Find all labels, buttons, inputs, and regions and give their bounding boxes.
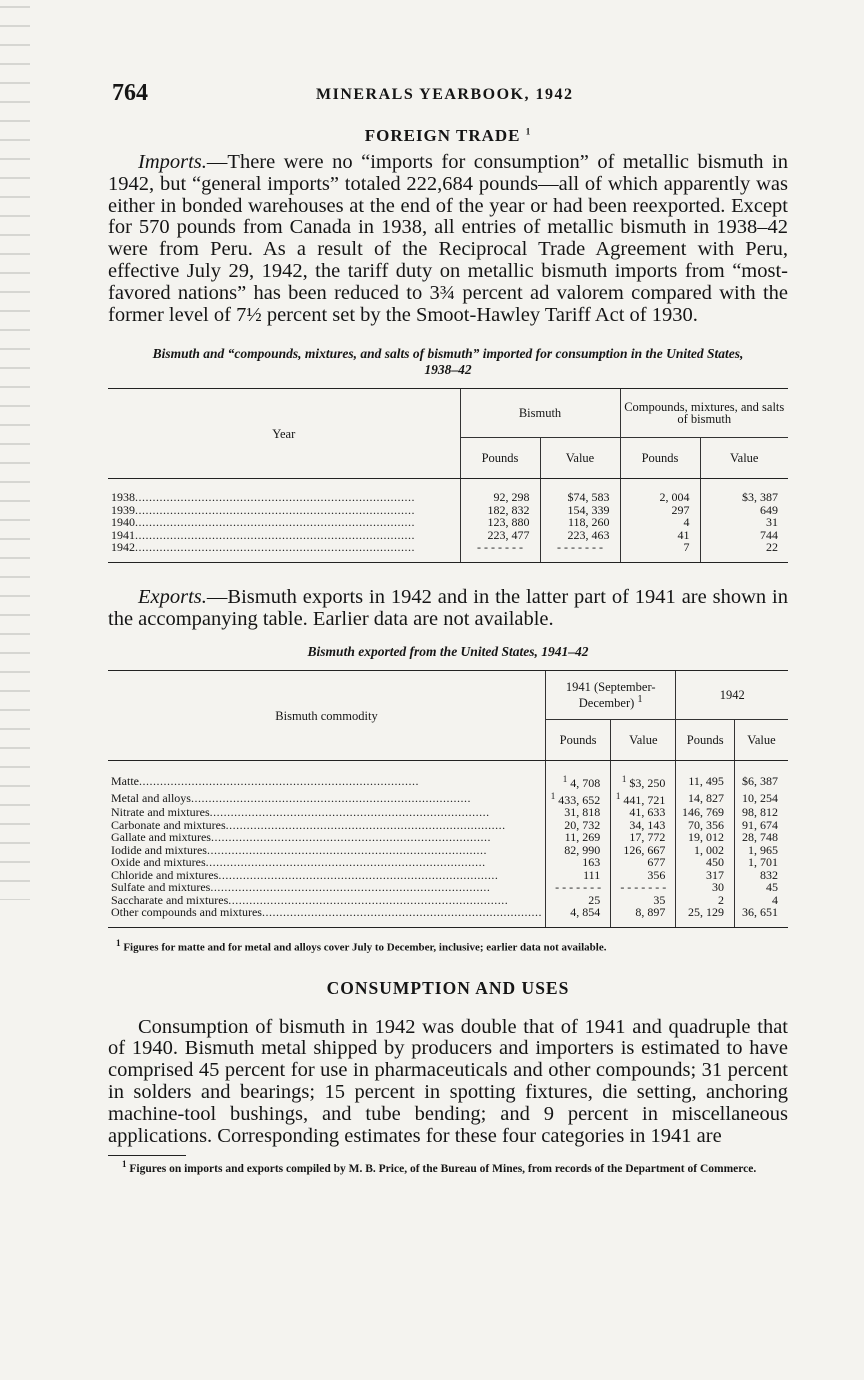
row-commodity: Matte [111, 774, 139, 789]
cell-1941-pounds: 163 [545, 856, 610, 869]
section-title-consumption: CONSUMPTION AND USES [326, 977, 570, 998]
header-commodity: Bismuth commodity [108, 671, 545, 761]
cell-bismuth-pounds: 123, 880 [460, 516, 540, 529]
header-1942-value: Value [734, 720, 788, 761]
leader-dots: ................................................................................ [139, 774, 419, 789]
cell-1941-value [611, 790, 676, 807]
header-bismuth-value: Value [540, 438, 620, 479]
cell-1941-value: 35 [611, 894, 676, 907]
leader-dots: ................................................................................ [190, 790, 471, 805]
cell-1941-pounds: 20, 732 [545, 819, 610, 832]
value: $3, 250 [629, 776, 666, 791]
footnote-mark: 1 [116, 937, 121, 948]
header-1942: 1942 [676, 671, 788, 720]
footnote-text: Figures for matte and for metal and alloys cover July to December, inclusive; earlier data not available. [123, 941, 607, 954]
page [108, 78, 788, 1175]
consumption-paragraph: Consumption of bismuth in 1942 was double that of 1941 and quadruple that of 1940. Bismuth metal shipped by producers and importers is estimated to have comprised 45 percent for use in pharmaceuticals and other compounds; 31 percent in solders and bearings; 15 percent in spotting fixtures, die setting, anchoring machine-tool bushings, and tube bending; and 9 percent in miscellaneous applications. Corresponding estimates for these four categories in 1941 are [108, 1015, 788, 1147]
header-year: Year [108, 389, 460, 479]
header-compounds-value: Value [700, 438, 788, 479]
cell-1941-value: 41, 633 [611, 806, 676, 819]
table-row [108, 894, 788, 907]
cell-bismuth-pounds: 92, 298 [460, 479, 540, 504]
cell-1942-pounds: 2 [676, 894, 735, 907]
journal-title: MINERALS YEARBOOK, 1942 [316, 86, 574, 103]
exports-table-footnote [116, 938, 788, 954]
cell-1941-value [611, 761, 676, 790]
cell-1942-value: 91, 674 [734, 819, 788, 832]
page-number: 764 [112, 80, 148, 106]
cell-bismuth-value: $74, 583 [540, 479, 620, 504]
header-bismuth: Bismuth [460, 389, 620, 438]
cell-1942-pounds: 30 [676, 881, 735, 894]
row-commodity: Other compounds and mixtures [111, 906, 262, 920]
cell-1941-pounds: 31, 818 [545, 806, 610, 819]
table-row [108, 516, 788, 529]
cell-1942-pounds: 146, 769 [676, 806, 735, 819]
cell-1941-value: 8, 897 [611, 906, 676, 927]
leader-dots: ................................................................................ [218, 868, 499, 882]
header-bismuth-pounds: Pounds [460, 438, 540, 479]
header-1941-value: Value [611, 720, 676, 761]
row-commodity: Iodide and mixtures [111, 843, 207, 857]
section-title-text: FOREIGN TRADE [364, 126, 521, 145]
footnote-ref: 1 [637, 693, 643, 705]
footnote-text: Figures on imports and exports compiled by M. B. Price, of the Bureau of Mines, from records of the Department of Commerce. [129, 1163, 757, 1176]
cell-blank-dashes: - - - - - - - [611, 881, 676, 894]
row-year: 1939 [111, 503, 135, 517]
cell-bismuth-pounds: 223, 477 [460, 529, 540, 542]
imports-table-caption: Bismuth and “compounds, mixtures, and salts of bismuth” imported for consumption in the United States, 1938–42 [152, 346, 744, 378]
table-row [108, 844, 788, 857]
leader-dots: ................................................................................ [135, 528, 415, 542]
exports-table-caption: Bismuth exported from the United States, 1941–42 [307, 644, 589, 660]
cell-1942-pounds: 1, 002 [676, 844, 735, 857]
value: 441, 721 [623, 792, 666, 807]
table-row [108, 479, 788, 504]
table-row [108, 869, 788, 882]
exports-text: —Bismuth exports in 1942 and in the latter part of 1941 are shown in the accompanying table. Earlier data are not available. [108, 585, 788, 630]
value: 433, 652 [558, 792, 601, 807]
cell-1942-value: 98, 812 [734, 806, 788, 819]
cell-1941-pounds [545, 761, 610, 790]
cell-compounds-pounds: 7 [620, 541, 700, 562]
cell-1941-pounds: 25 [545, 894, 610, 907]
footnote-ref: 1 [525, 126, 532, 137]
row-year: 1942 [111, 541, 135, 555]
cell-1942-value: 4 [734, 894, 788, 907]
row-commodity: Gallate and mixtures [111, 831, 211, 844]
row-commodity: Sulfate and mixtures [111, 881, 211, 894]
footnote-mark: 1 [122, 1159, 127, 1170]
cell-1941-value: 356 [611, 869, 676, 882]
section-title-foreign-trade [108, 126, 788, 146]
header-compounds: Compounds, mixtures, and salts of bismuth [620, 389, 788, 438]
exports-paragraph [108, 587, 788, 631]
cell-1942-pounds: 19, 012 [676, 831, 735, 844]
running-header [108, 78, 788, 112]
footnote-ref: 1 [550, 790, 556, 801]
leader-dots: ................................................................................ [209, 806, 490, 819]
cell-1942-value: 1, 701 [734, 856, 788, 869]
cell-1941-value: 17, 772 [611, 831, 676, 844]
row-commodity: Metal and alloys [111, 790, 191, 805]
leader-dots: ................................................................................ [210, 831, 491, 844]
header-1941 [545, 671, 675, 720]
imports-table [108, 388, 788, 563]
leader-dots: ................................................................................ [210, 881, 491, 894]
cell-1942-value: 1, 965 [734, 844, 788, 857]
leader-dots: ................................................................................ [135, 490, 415, 504]
row-year: 1941 [111, 528, 135, 542]
leader-dots: ................................................................................ [205, 856, 486, 869]
cell-blank-dashes: - - - - - - - [545, 881, 610, 894]
cell-compounds-pounds: 4 [620, 516, 700, 529]
cell-1942-value: 36, 651 [734, 906, 788, 927]
page-footnote [108, 1158, 788, 1175]
table-row [108, 856, 788, 869]
cell-compounds-value: 31 [700, 516, 788, 529]
cell-blank-dashes: - - - - - - - [460, 541, 540, 562]
cell-1941-value: 34, 143 [611, 819, 676, 832]
cell-1941-value: 126, 667 [611, 844, 676, 857]
leader-dots: ................................................................................ [206, 843, 487, 857]
exports-table [108, 670, 788, 928]
footnote-ref: 1 [615, 790, 621, 801]
table-row [108, 806, 788, 819]
row-commodity: Saccharate and mixtures [111, 893, 229, 907]
leader-dots: ................................................................................ [261, 906, 542, 920]
exports-lead: Exports. [138, 585, 207, 608]
cell-compounds-value: 22 [700, 541, 788, 562]
cell-1941-pounds: 82, 990 [545, 844, 610, 857]
cell-1941-pounds: 11, 269 [545, 831, 610, 844]
cell-blank-dashes: - - - - - - - [540, 541, 620, 562]
cell-1942-value: 10, 254 [734, 790, 788, 807]
cell-1942-pounds: 70, 356 [676, 819, 735, 832]
imports-lead: Imports. [138, 151, 207, 173]
imports-text: —There were no “imports for consumption” of metallic bismuth in 1942, but “general imports” totaled 222,684 pounds—all of which apparently was either in bonded warehouses at the end of the year or had been reexported. Except for 570 pounds from Canada in 1938, all entries of metallic bismuth in 1938–42 were from Peru. As a result of the Reciprocal Trade Agreement with Peru, effective July 29, 1942, the tariff duty on metallic bismuth imports from “most-favored nations” has been reduced to 3¾ percent ad valorem compared with the former level of 7½ percent set by the Smoot-Hawley Tariff Act of 1930. [108, 151, 788, 326]
cell-1942-value: 832 [734, 869, 788, 882]
value: 4, 708 [570, 776, 601, 791]
cell-1942-pounds: 450 [676, 856, 735, 869]
cell-compounds-value: 744 [700, 529, 788, 542]
table-row [108, 831, 788, 844]
table-row [108, 761, 788, 790]
header-compounds-pounds: Pounds [620, 438, 700, 479]
imports-paragraph [108, 152, 788, 326]
leader-dots: ................................................................................ [225, 818, 506, 832]
row-commodity: Carbonate and mixtures [111, 818, 226, 832]
leader-dots: ................................................................................ [135, 503, 415, 517]
header-1941-pounds: Pounds [545, 720, 610, 761]
scan-edge-noise [0, 0, 30, 900]
leader-dots: ................................................................................ [135, 541, 415, 555]
row-year: 1940 [111, 516, 135, 529]
cell-compounds-pounds: 2, 004 [620, 479, 700, 504]
cell-1942-pounds: 11, 495 [676, 761, 735, 790]
header-1942-pounds: Pounds [676, 720, 735, 761]
cell-1941-value: 677 [611, 856, 676, 869]
cell-bismuth-pounds: 182, 832 [460, 504, 540, 517]
cell-bismuth-value: 223, 463 [540, 529, 620, 542]
cell-1941-pounds: 111 [545, 869, 610, 882]
cell-1942-pounds: 317 [676, 869, 735, 882]
table-row [108, 881, 788, 894]
row-commodity: Oxide and mixtures [111, 856, 206, 869]
table-row [108, 790, 788, 807]
cell-1941-pounds [545, 790, 610, 807]
cell-1942-pounds: 14, 827 [676, 790, 735, 807]
cell-1942-value: $6, 387 [734, 761, 788, 790]
row-year: 1938 [111, 490, 135, 504]
cell-compounds-value: $3, 387 [700, 479, 788, 504]
cell-1942-value: 45 [734, 881, 788, 894]
row-commodity: Nitrate and mixtures [111, 806, 210, 819]
cell-bismuth-value: 118, 260 [540, 516, 620, 529]
cell-compounds-value: 649 [700, 504, 788, 517]
table-row [108, 819, 788, 832]
cell-1942-pounds: 25, 129 [676, 906, 735, 927]
leader-dots: ................................................................................ [135, 516, 415, 529]
footnote-rule [108, 1155, 186, 1156]
row-commodity: Chloride and mixtures [111, 868, 219, 882]
cell-1942-value: 28, 748 [734, 831, 788, 844]
footnote-ref: 1 [562, 774, 568, 785]
cell-1941-pounds: 4, 854 [545, 906, 610, 927]
exports-table-body [108, 761, 788, 928]
footnote-ref: 1 [621, 774, 627, 785]
table-row [108, 906, 788, 927]
cell-compounds-pounds: 297 [620, 504, 700, 517]
cell-compounds-pounds: 41 [620, 529, 700, 542]
header-1941-text: 1941 (September-December) [565, 680, 656, 711]
cell-bismuth-value: 154, 339 [540, 504, 620, 517]
leader-dots: ................................................................................ [228, 893, 509, 907]
table-row [108, 541, 788, 562]
